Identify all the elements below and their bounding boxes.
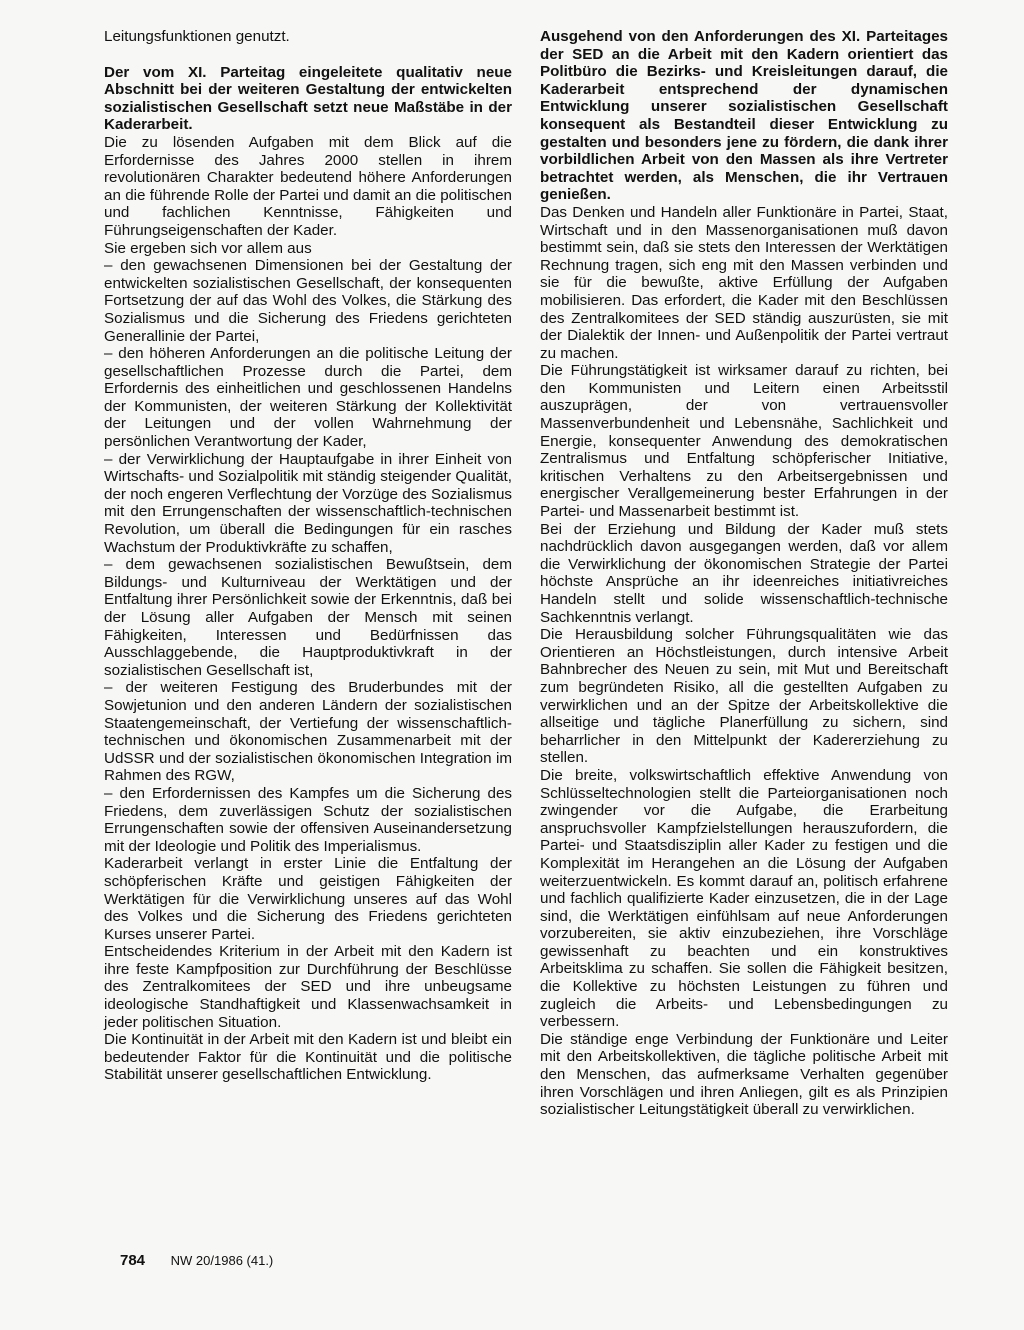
left-column-paragraph: Sie ergeben sich vor allem aus: [104, 239, 312, 257]
right-column-paragraph: Die Herausbildung solcher Führungsqualitäten wie das Orientieren an Höchstleistungen, durch intensive Arbeit Bahnbrecher des Neuen zu sein, mit Mut und Bereitschaft zum begründeten Risiko, all die gestellten Aufgaben zu verwirklichen und an der Spitze der Arbeitskollektive die allseitige und tägliche Planerfüllung zu sichern, sind beharrlicher in den Mittelpunkt der Kadererziehung zu stellen.: [540, 626, 948, 767]
right-column-paragraph: Die Führungstätigkeit ist wirksamer darauf zu richten, bei den Kommunisten und Leitern einen Arbeitsstil auszuprägen, der von vertrauensvoller Massenverbundenheit und Lebensnähe, Sachlichkeit und Energie, konsequenter Anwendung des demokratischen Zentralismus und Entfaltung schöpferischer Initiative, kritischen Verhaltens zu den Arbeitsergebnissen und energischer Verallgemeinerung bester Erfahrungen in der Partei- und Massenarbeit bestimmt ist.: [540, 362, 948, 521]
page-footer: [120, 1252, 273, 1269]
left-column-paragraph: Kaderarbeit verlangt in erster Linie die Entfaltung der schöpferischen Kräfte und geistigen Fähigkeiten der Werktätigen für die Verwirklichung unseres auf das Wohl des Volkes und die Sicherung des Friedens gerichteten Kurses unserer Partei.: [104, 855, 512, 943]
left-column: [104, 28, 512, 1084]
left-column-paragraph: – den Erfordernissen des Kampfes um die Sicherung des Friedens, dem zuverlässigen Schutz der sozialistischen Errungenschaften sowie der offensiven Auseinandersetzung mit der Ideologie und Politik des Imperialismus.: [104, 784, 512, 855]
left-column-paragraph: Leitungsfunktionen genutzt.: [104, 28, 290, 45]
left-column-paragraph: – den gewachsenen Dimensionen bei der Gestaltung der entwickelten sozialistischen Gesellschaft, der konsequenten Fortsetzung der auf das Wohl des Volkes, die Stärkung des Sozialismus und die Sicherung des Friedens gerichteten Generallinie der Partei,: [104, 257, 512, 345]
right-column: [540, 28, 948, 1119]
right-column-paragraph: Ausgehend von den Anforderungen des XI. Parteitages der SED an die Arbeit mit den Kadern orientiert das Politbüro die Bezirks- und Kreisleitungen darauf, die Kaderarbeit entsprechend der dynamischen Entwicklung unserer sozialistischen Gesellschaft konsequent als Bestandteil dieser Entwicklung zu gestalten und besonders jene zu fördern, die dank ihrer vorbildlichen Arbeit von den Massen als ihre Vertreter betrachtet werden, als Menschen, die ihr Vertrauen genießen.: [540, 28, 948, 204]
left-column-paragraph: – den höheren Anforderungen an die politische Leitung der gesellschaftlichen Prozesse durch die Partei, dem Erfordernis des einheitlichen und geschlossenen Handelns der Kommunisten, der weiteren Stärkung der Kollektivität der Leitungen und der vollen Wahrnehmung der persönlichen Verantwortung der Kader,: [104, 345, 512, 451]
right-column-paragraph: Die breite, volkswirtschaftlich effektive Anwendung von Schlüsseltechnologien stellt die Parteiorganisationen noch zwingender vor die Aufgabe, die Erarbeitung anspruchsvoller Kampfzielstellungen herauszufordern, die Partei- und Staatsdisziplin aller Kader zu festigen und die Komplexität im Herangehen an die Lösung der Aufgaben weiterzuentwickeln. Es kommt darauf an, politisch erfahrene und fachlich qualifizierte Kader einzusetzen, die in der Lage sind, die Werktätigen einfühlsam auf neue Anforderungen vorzubereiten, sie aktiv einzubeziehen, ihre Vorschläge gewissenhaft zu beachten und ein konstruktives Arbeitsklima zu schaffen. Sie sollen die Fähigkeit besitzen, die Kollektive zu höchsten Leistungen zu führen und zugleich die Arbeits- und Lebensbedingungen zu verbessern.: [540, 766, 948, 1031]
left-column-paragraph: Die Kontinuität in der Arbeit mit den Kadern ist und bleibt ein bedeutender Faktor für die Kontinuität und die politische Stabilität unserer gesellschaftlichen Entwicklung.: [104, 1031, 512, 1084]
source-reference: NW 20/1986 (41.): [170, 1253, 274, 1268]
left-column-paragraph: – der weiteren Festigung des Bruderbundes mit der Sowjetunion und den anderen Ländern der sozialistischen Staatengemeinschaft, der Vertiefung der wissenschaftlich-technischen und ökonomischen Zusammenarbeit mit der UdSSR und der sozialistischen ökonomischen Integration im Rahmen des RGW,: [104, 679, 512, 785]
left-column-paragraph: – dem gewachsenen sozialistischen Bewußtsein, dem Bildungs- und Kulturniveau der Werktätigen und der Entfaltung ihrer Persönlichkeit sowie der Erkenntnis, daß bei der Lösung aller Aufgaben der Mensch mit seinen Fähigkeiten, Interessen und Bedürfnissen das Ausschlaggebende, die Hauptproduktivkraft in der sozialistischen Gesellschaft ist,: [104, 556, 512, 679]
left-column-paragraph: Die zu lösenden Aufgaben mit dem Blick auf die Erfordernisse des Jahres 2000 stellen in ihrem revolutionären Charakter bedeutend höhere Anforderungen an die führende Rolle der Partei und damit an die politischen und fachlichen Kenntnisse, Fähigkeiten und Führungseigenschaften der Kader.: [104, 133, 512, 239]
right-column-paragraph: Bei der Erziehung und Bildung der Kader muß stets nachdrücklich davon ausgegangen werden, daß vor allem die Verwirklichung der ökonomischen Strategie der Partei höchste Ansprüche an ihr ideenreiches initiativreiches Handeln stellt und solide wissenschaftlich-technische Sachkenntnis verlangt.: [540, 520, 948, 626]
left-column-paragraph: Der vom XI. Parteitag eingeleitete qualitativ neue Abschnitt bei der weiteren Gestaltung der entwickelten sozialistischen Gesellschaft setzt neue Maßstäbe in der Kaderarbeit.: [104, 63, 512, 134]
left-column-paragraph: Entscheidendes Kriterium in der Arbeit mit den Kadern ist ihre feste Kampfposition zur Durchführung der Beschlüsse des Zentralkomitees der SED und ihre unbeugsame ideologische Standhaftigkeit und Klassenwachsamkeit in jeder politischen Situation.: [104, 943, 512, 1031]
right-column-paragraph: Das Denken und Handeln aller Funktionäre in Partei, Staat, Wirtschaft und in den Massenorganisationen muß davon bestimmt sein, daß sie stets den Interessen der Werktätigen Rechnung tragen, sich eng mit den Massen verbinden und sie für die bewußte, aktive Erfüllung der Aufgaben mobilisieren. Das erfordert, die Kader mit den Beschlüssen des Zentralkomitees der SED ständig auszurüsten, sie mit der Dialektik der Innen- und Außenpolitik der Partei vertraut zu machen.: [540, 203, 948, 362]
right-column-paragraph: Die ständige enge Verbindung der Funktionäre und Leiter mit den Arbeitskollektiven, die tägliche politische Arbeit mit den Menschen, das aufmerksame Verhalten gegenüber ihren Vorschlägen und ihren Anliegen, gilt es als Prinzipien sozialistischer Leitungstätigkeit überall zu verwirklichen.: [540, 1030, 948, 1119]
left-column-paragraph: – der Verwirklichung der Hauptaufgabe in ihrer Einheit von Wirtschafts- und Sozialpolitik mit ständig steigender Qualität, der noch engeren Verflechtung der Vorzüge des Sozialismus mit den Errungenschaften der wissenschaftlich-technischen Revolution, um überall die Bedingungen für ein rasches Wachstum der Produktivkräfte zu schaffen,: [104, 450, 512, 556]
page-number: 784: [120, 1252, 146, 1269]
